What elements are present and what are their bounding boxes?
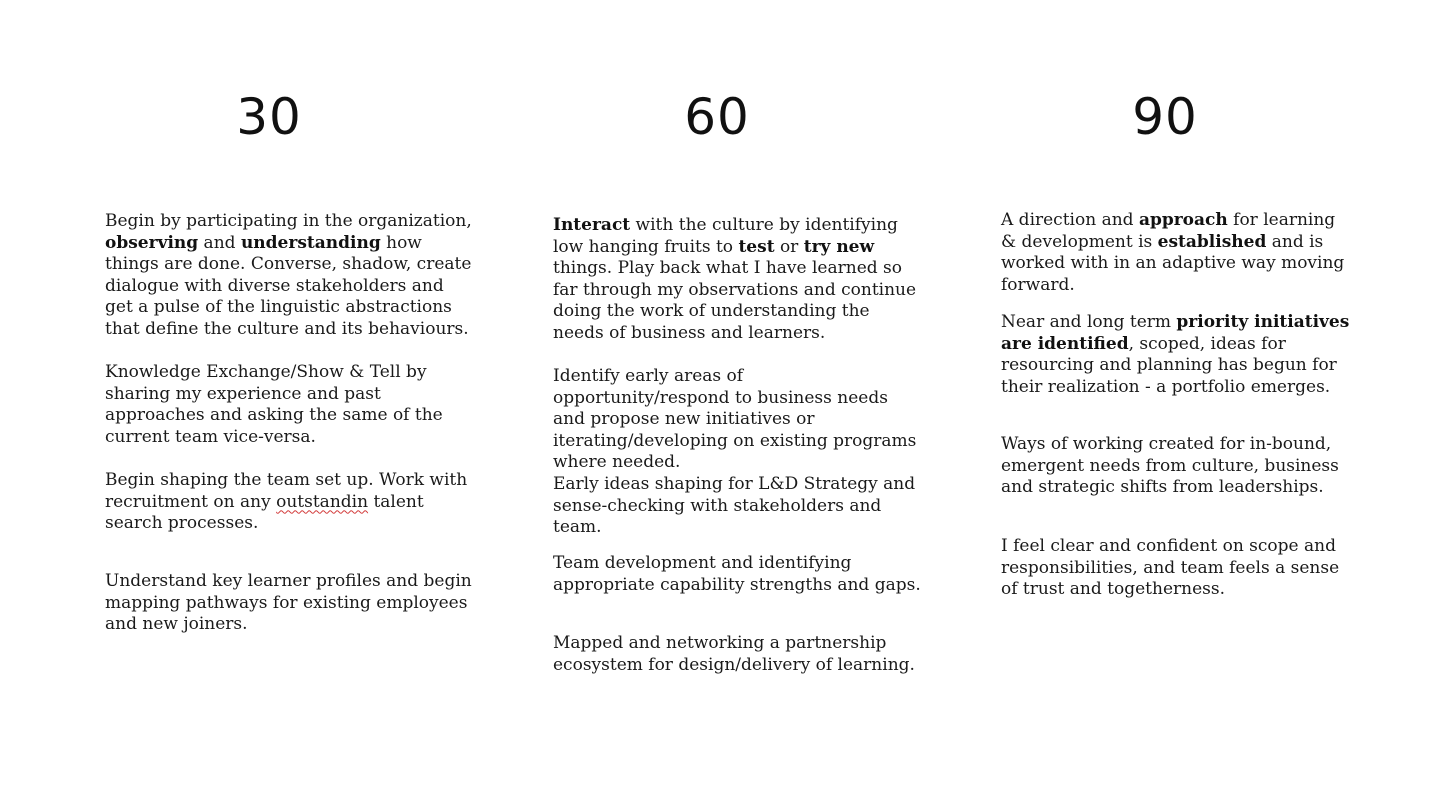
emphasis-text: priority initiatives are identified xyxy=(1001,312,1350,354)
emphasis-text: Interact xyxy=(553,215,631,235)
paragraph xyxy=(105,470,475,535)
text-run: A direction and xyxy=(1001,210,1139,230)
spellcheck-flagged-word[interactable]: outstandin xyxy=(276,491,369,512)
text-run: and is worked with in an adaptive way moving forward. xyxy=(1001,231,1345,295)
paragraph xyxy=(1001,210,1351,296)
paragraph: Team development and identifying appropriate capability strengths and gaps. xyxy=(553,553,921,595)
column-heading: 30 xyxy=(236,88,302,146)
text-run: for learning & development is xyxy=(1001,210,1336,252)
column-heading: 90 xyxy=(1132,88,1198,146)
text-run: with the culture by identifying low hanging fruits to xyxy=(553,215,898,257)
text-run: Near and long term xyxy=(1001,312,1177,332)
text-run: Begin by participating in the organization, xyxy=(105,211,472,231)
paragraph xyxy=(553,215,923,345)
paragraph: Knowledge Exchange/Show & Tell by sharing my experience and past approaches and asking the same of the current team vice-versa. xyxy=(105,362,443,447)
text-run: , scoped, ideas for resourcing and planning has begun for their realization - a portfolio emerges. xyxy=(1001,333,1337,397)
emphasis-text: understanding xyxy=(240,232,381,253)
paragraph: Early ideas shaping for L&D Strategy and sense-checking with stakeholders and team. xyxy=(553,474,916,538)
emphasis-text: established xyxy=(1157,231,1267,252)
paragraph: I feel clear and confident on scope and responsibilities, and team feels a sense of trust and togetherness. xyxy=(1001,536,1340,600)
paragraph xyxy=(1001,312,1351,398)
emphasis-text: try new xyxy=(803,236,875,257)
paragraph xyxy=(105,211,475,341)
text-run: Begin shaping the team set up. Work with recruitment on any xyxy=(105,470,468,512)
text-run: things. Play back what I have learned so far through my observations and continue doing the work of understanding the needs of business and learners. xyxy=(553,258,917,343)
emphasis-text: test xyxy=(738,236,775,257)
text-run: or xyxy=(774,236,804,257)
paragraph: Identify early areas of opportunity/respond to business needs and propose new initiatives or iterating/developing on existing programs where needed. xyxy=(553,366,917,473)
paragraph: Ways of working created for in-bound, emergent needs from culture, business and strategic shifts from leaderships. xyxy=(1001,434,1339,498)
paragraph: Understand key learner profiles and begin mapping pathways for existing employees and new joiners. xyxy=(105,571,472,635)
text-run: talent search processes. xyxy=(105,491,424,534)
emphasis-text: observing xyxy=(105,232,199,253)
text-run: how things are done. Converse, shadow, create dialogue with diverse stakeholders and get a pulse of the linguistic abstractions that define the culture and its behaviours. xyxy=(105,232,472,339)
paragraph: Mapped and networking a partnership ecosystem for design/delivery of learning. xyxy=(553,633,915,675)
column-heading: 60 xyxy=(684,88,750,146)
text-run: and xyxy=(198,232,241,253)
emphasis-text: approach xyxy=(1138,210,1228,230)
